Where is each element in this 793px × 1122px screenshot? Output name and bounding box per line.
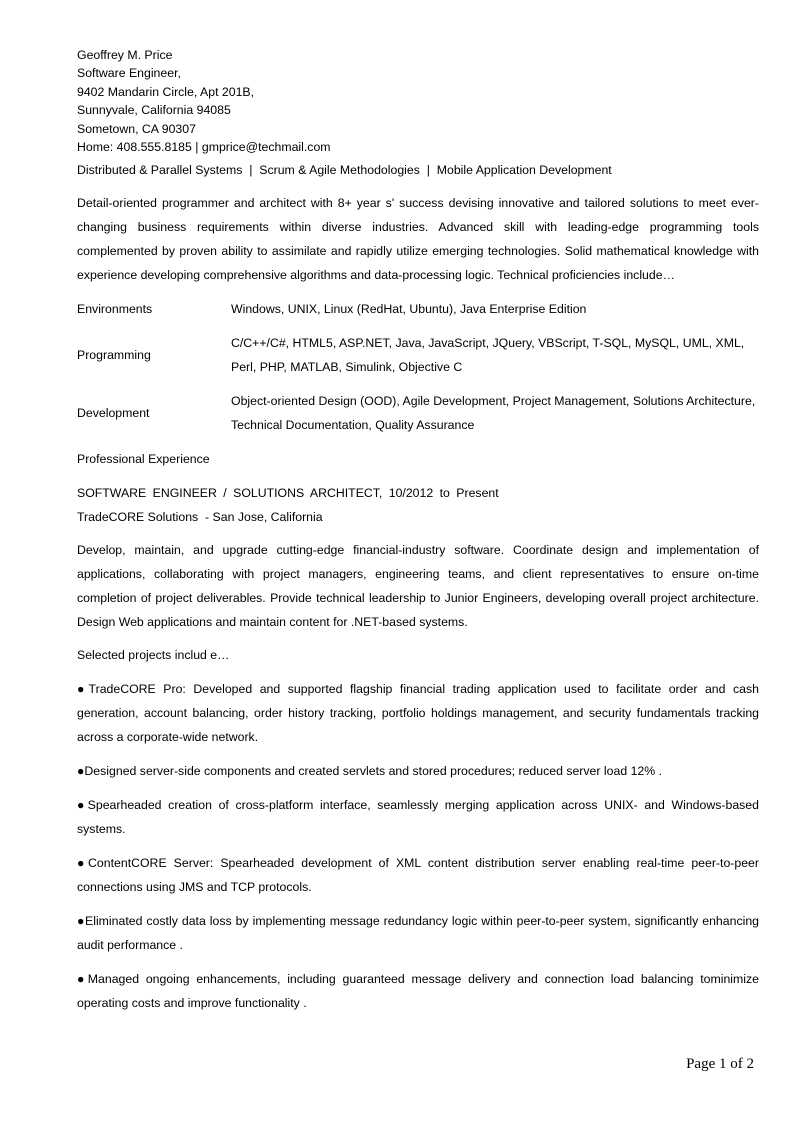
- job-description: Develop, maintain, and upgrade cutting-edge financial-industry software. Coordinate design and implementation of applications, collaborating with project managers, engineering teams, and client representatives to ensure on-time completion of project deliverables. Provide technical leadership to Junior Engineers, developing overall project architecture. Design Web applications and maintain content for .NET-based systems.: [77, 543, 759, 630]
- tech-label: Environments: [77, 302, 153, 317]
- candidate-name: Geoffrey M. Price: [77, 48, 173, 62]
- tech-label: Development: [77, 406, 150, 421]
- project-bullet: ●Eliminated costly data loss by implementing message redundancy logic within peer-to-peer system, significantly enhancing audit performance .: [77, 914, 759, 953]
- project-bullet: ●Designed server-side components and created servlets and stored procedures; reduced server load 12% .: [77, 764, 663, 779]
- job-company: TradeCORE Solutions - San Jose, California: [77, 510, 323, 525]
- summary-paragraph: Detail-oriented programmer and architect with 8+ year s' success devising innovative and tailored solutions to meet ever-changing business requirements within diverse industries. Advanced skill with leading-edge programming tools complemented by proven ability to assimilate and rapidly utilize emerging technologies. Solid mathematical knowledge with experience developing comprehensive algorithms and data-processing logic. Technical proficiencies include…: [77, 196, 759, 283]
- tech-value: Object-oriented Design (OOD), Agile Development, Project Management, Solutions Architecture, Technical Documentation, Quality Assurance: [231, 394, 756, 433]
- phone-email: Home: 408.555.8185 | gmprice@techmail.com: [77, 139, 331, 154]
- job-title: SOFTWARE ENGINEER / SOLUTIONS ARCHITECT, 10/2012 to Present: [77, 486, 499, 501]
- address-line-2: Sunnyvale, California 94085: [77, 103, 231, 118]
- contact-block: [77, 46, 759, 156]
- tech-value: C/C++/C#, HTML5, ASP.NET, Java, JavaScript, JQuery, VBScript, T-SQL, MySQL, UML, XML, Perl, PHP, MATLAB, Simulink, Objective C: [231, 336, 745, 375]
- project-bullet: ●TradeCORE Pro: Developed and supported flagship financial trading application used to facilitate order and cash generation, account balancing, order history tracking, portfolio holdings management, and security fundamentals tracking across a corporate-wide network.: [77, 682, 759, 745]
- candidate-title: Software Engineer,: [77, 66, 181, 81]
- tech-row-development: [77, 389, 759, 437]
- project-bullet: ●Managed ongoing enhancements, including guaranteed message delivery and connection load balancing tominimize operating costs and improve functionality .: [77, 972, 759, 1011]
- project-bullet: ●Spearheaded creation of cross-platform interface, seamlessly merging application across UNIX- and Windows-based systems.: [77, 798, 759, 837]
- projects-intro: Selected projects includ e…: [77, 648, 230, 663]
- address-line-3: Sometown, CA 90307: [77, 121, 196, 136]
- resume-page: [77, 46, 759, 1015]
- tech-row-environments: [77, 297, 759, 331]
- tech-row-programming: [77, 331, 759, 389]
- project-bullet: ●ContentCORE Server: Spearheaded development of XML content distribution server enabling real-time peer-to-peer connections using JMS and TCP protocols.: [77, 856, 759, 895]
- page-number: Page 1 of 2: [686, 1056, 754, 1072]
- technical-proficiencies-table: [77, 297, 759, 437]
- tech-label: Programming: [77, 348, 151, 363]
- skills-line: Distributed & Parallel Systems | Scrum & Agile Methodologies | Mobile Application Development: [77, 163, 612, 178]
- address-line-1: 9402 Mandarin Circle, Apt 201B,: [77, 84, 255, 99]
- tech-value: Windows, UNIX, Linux (RedHat, Ubuntu), Java Enterprise Edition: [231, 302, 587, 317]
- experience-heading: Professional Experience: [77, 452, 210, 467]
